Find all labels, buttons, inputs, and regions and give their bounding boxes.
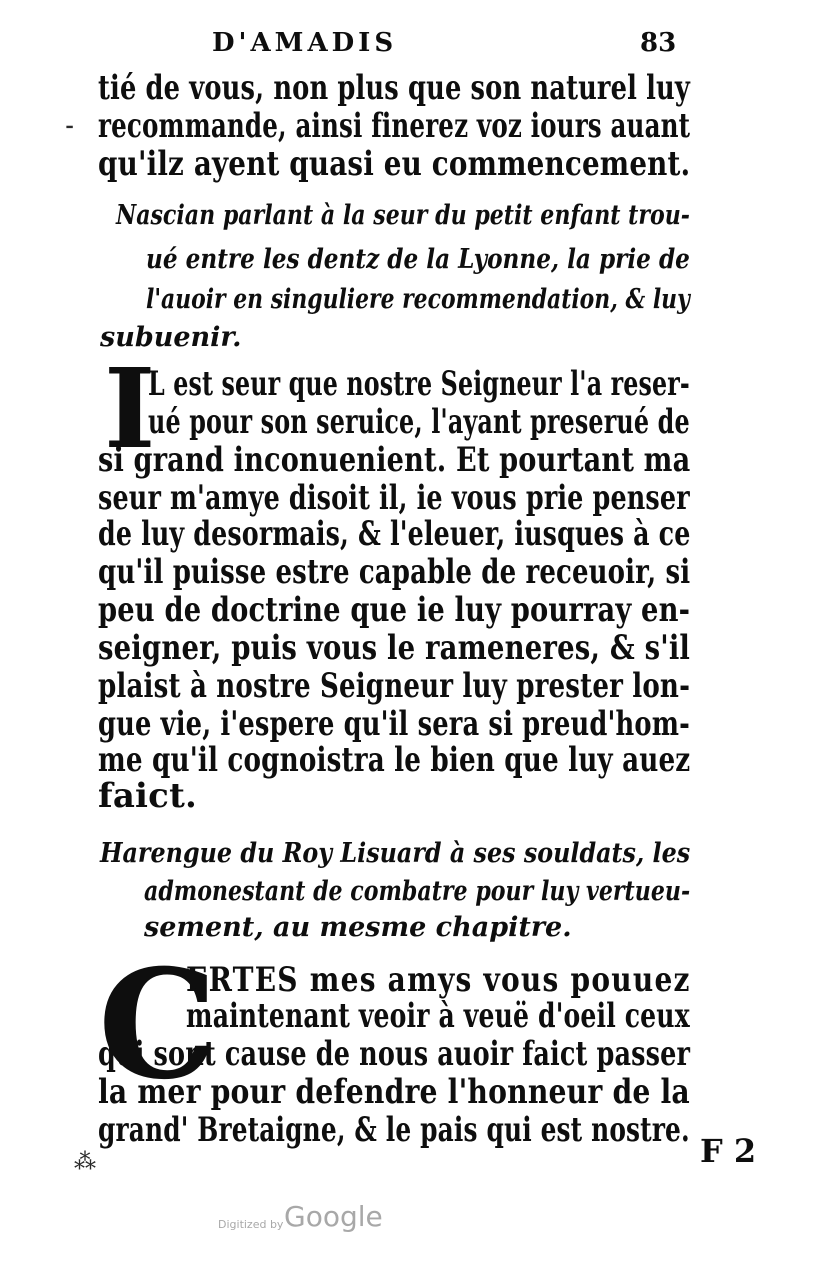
text-line: la mer pour defendre l'honneur de la [98, 1072, 690, 1112]
section-heading-line: admonestant de combatre pour luy vertueu- [144, 876, 691, 907]
text-line: recommande, ainsi finerez voz iours auant [98, 106, 691, 146]
running-head: D'AMADIS [212, 28, 398, 58]
section-heading-line: sement, au mesme chapitre. [144, 912, 572, 943]
text-line: faict. [98, 776, 198, 816]
margin-speck-icon: ⁂ [74, 1150, 96, 1175]
text-line: qui sont cause de nous auoir faict passer [98, 1034, 691, 1074]
section-heading-line: ué entre les dentz de la Lyonne, la prie de [146, 244, 690, 275]
text-line: me qu'il cognoistra le bien que luy auez [98, 740, 691, 780]
text-line: seigner, puis vous le rameneres, & s'il [98, 628, 691, 668]
folio-number: 83 [640, 28, 677, 58]
text-line: qu'il puisse estre capable de receuoir, si [98, 552, 691, 592]
section-heading-line: Harengue du Roy Lisuard à ses souldats, les [100, 838, 691, 869]
section-heading-line: Nascian parlant à la seur du petit enfant trou- [116, 200, 690, 231]
text-line: de luy desormais, & l'eleuer, iusques à ce [98, 514, 691, 554]
text-line: maintenant veoir à veuë d'oeil ceux [186, 996, 690, 1036]
text-line: seur m'amye disoit il, ie vous prie penser [98, 478, 690, 518]
text-line: plaist à nostre Seigneur luy prester lon- [98, 666, 691, 706]
text-line: gue vie, i'espere qu'il sera si preud'hom- [98, 704, 690, 744]
text-line: peu de doctrine que ie luy pourray en- [98, 590, 691, 630]
text-line: qu'ilz ayent quasi eu commencement. [98, 144, 691, 184]
signature-mark: F 2 [700, 1132, 757, 1170]
watermark-brand: Google [284, 1200, 383, 1233]
text-line: ERTES mes amys vous pouuez [186, 960, 691, 1000]
margin-speck-icon: ⁃ [64, 116, 75, 141]
text-line: si grand inconuenient. Et pourtant ma [98, 440, 691, 480]
text-line: grand' Bretaigne, & le pais qui est nostre. [98, 1110, 690, 1150]
text-line: tié de vous, non plus que son naturel luy [98, 68, 690, 108]
text-line: ué pour son seruice, l'ayant preserué de [148, 402, 690, 442]
section-heading-line: l'auoir en singuliere recommendation, & luy [146, 284, 690, 315]
drop-cap: I [104, 344, 156, 473]
section-heading-line: subuenir. [100, 322, 242, 353]
watermark-prefix: Digitized by [218, 1218, 284, 1231]
text-line: L est seur que nostre Seigneur l'a reser- [148, 364, 690, 404]
drop-cap: C [98, 937, 218, 1113]
